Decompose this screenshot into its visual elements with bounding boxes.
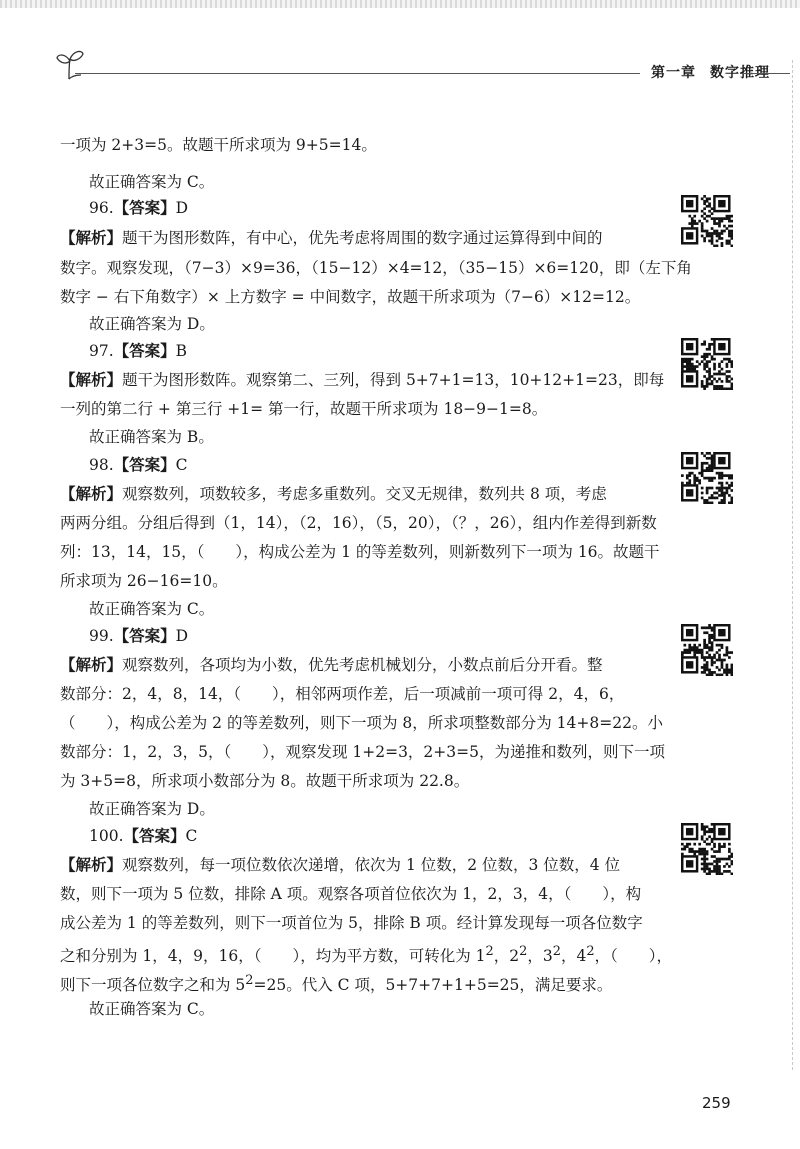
text-line: 列：13，14，15，（ ），构成公差为 1 的等差数列，则新数列下一项为 16。故题干 [60, 543, 660, 561]
question-number: 99. [89, 627, 114, 645]
sprout-icon [55, 45, 85, 85]
text-fragment: ，3 [527, 947, 553, 966]
text-line [60, 971, 660, 995]
answer-label: 【答案】 [113, 199, 176, 217]
qr-code-icon [681, 338, 733, 390]
text-line: 一列的第二行 + 第三行 +1= 第一行，故题干所求项为 18−9−1=8。 [60, 400, 548, 418]
question-number: 98. [89, 456, 114, 474]
qr-code-icon [681, 823, 733, 875]
analysis-label: 【解析】 [60, 485, 123, 503]
analysis-line [60, 370, 665, 390]
header-rule-right [740, 73, 790, 74]
qr-code-icon [681, 452, 733, 504]
analysis-text: 观察数列，项数较多，考虑多重数列。交叉无规律，数列共 8 项，考虑 [122, 485, 607, 503]
text-fragment: ，4 [560, 947, 587, 966]
text-fragment: 则下一项各位数字之和为 5 [60, 976, 246, 995]
text-fragment: ，2 [493, 947, 520, 966]
answer-line: 故正确答案为 C。 [89, 600, 215, 618]
text-fragment: ，（ ）， [594, 947, 673, 966]
answer-value: C [185, 827, 198, 845]
text-line: 数字 − 右下角数字）× 上方数字 = 中间数字，故题干所求项为（7−6）×12=12。 [60, 288, 641, 306]
answer-value: B [175, 342, 188, 360]
analysis-text: 观察数列，各项均为小数，优先考虑机械划分，小数点前后分开看。整 [122, 656, 603, 674]
exponent: 2 [552, 944, 561, 959]
text-line: 数字。观察发现，（7−3）×9=36，（15−12）×4=12，（35−15）×6=120，即（左下角 [60, 259, 692, 277]
exponent: 2 [586, 944, 595, 959]
text-fragment: 之和分别为 1，4，9，16，（ ），均为平方数，可转化为 1 [60, 947, 486, 966]
question-98-answer [89, 455, 660, 475]
exponent: 2 [519, 944, 528, 959]
question-97-answer [89, 341, 660, 361]
exponent: 2 [485, 944, 494, 959]
question-number: 100. [89, 827, 124, 845]
header-rule [75, 73, 640, 74]
text-line: 一项为 2+3=5。故题干所求项为 9+5=14。 [60, 136, 377, 154]
chapter-title [651, 62, 770, 82]
text-line: （ ），构成公差为 2 的等差数列，则下一项为 8，所求项整数部分为 14+8=22。小 [60, 714, 663, 732]
analysis-text: 题干为图形数阵，有中心，优先考虑将周围的数字通过运算得到中间的 [122, 229, 603, 247]
answer-value: C [175, 456, 188, 474]
qr-code-icon [681, 195, 733, 247]
chapter-number: 第一章 [651, 65, 696, 81]
text-line: 数，则下一项为 5 位数，排除 A 项。观察各项首位依次为 1，2，3，4，（ ），构 [60, 885, 642, 903]
analysis-line [60, 228, 660, 248]
answer-line: 故正确答案为 C。 [89, 1000, 215, 1018]
question-100-answer [89, 826, 660, 846]
answer-label: 【答案】 [123, 827, 186, 845]
answer-label: 【答案】 [113, 627, 176, 645]
text-line: 数部分：2，4，8，14，（ ），相邻两项作差，后一项减前一项可得 2，4，6， [60, 685, 625, 703]
analysis-line [60, 484, 660, 504]
text-line [60, 942, 673, 966]
chapter-name: 数字推理 [710, 65, 770, 81]
answer-line: 故正确答案为 D。 [89, 315, 215, 333]
answer-label: 【答案】 [113, 342, 176, 360]
analysis-text: 观察数列，每一项位数依次递增，依次为 1 位数，2 位数，3 位数，4 位 [122, 856, 621, 874]
analysis-line [60, 655, 660, 675]
text-line: 所求项为 26−16=10。 [60, 572, 228, 590]
text-line: 两两分组。分组后得到（1，14），（2，16），（5，20），（？，26），组内作差得到新数 [60, 514, 657, 532]
analysis-label: 【解析】 [60, 229, 123, 247]
analysis-label: 【解析】 [60, 656, 123, 674]
analysis-label: 【解析】 [60, 371, 123, 389]
answer-line: 故正确答案为 B。 [89, 428, 214, 446]
text-fragment: =25。代入 C 项，5+7+7+1+5=25，满足要求。 [253, 976, 613, 995]
page-edge [792, 60, 793, 1070]
exponent: 2 [245, 973, 254, 988]
page-header [55, 45, 790, 85]
scan-artifact [0, 0, 800, 8]
analysis-label: 【解析】 [60, 856, 123, 874]
answer-value: D [175, 627, 189, 645]
question-number: 97. [89, 342, 114, 360]
page-number: 259 [702, 1094, 731, 1112]
qr-code-icon [681, 624, 733, 676]
analysis-line [60, 855, 660, 875]
answer-value: D [175, 199, 189, 217]
question-99-answer [89, 626, 660, 646]
text-line: 数部分：1，2，3，5，（ ），观察发现 1+2=3，2+3=5，为递推和数列，则下一项 [60, 743, 665, 761]
question-96-answer [89, 198, 660, 218]
analysis-text: 题干为图形数阵。观察第二、三列，得到 5+7+1=13，10+12+1=23，即每 [122, 371, 665, 389]
text-line: 为 3+5=8，所求项小数部分为 8。故题干所求项为 22.8。 [60, 772, 470, 790]
text-line: 成公差为 1 的等差数列，则下一项首位为 5，排除 B 项。经计算发现每一项各位数字 [60, 914, 643, 932]
question-number: 96. [89, 199, 114, 217]
answer-label: 【答案】 [113, 456, 176, 474]
answer-line: 故正确答案为 D。 [89, 800, 215, 818]
answer-line: 故正确答案为 C。 [89, 173, 215, 191]
